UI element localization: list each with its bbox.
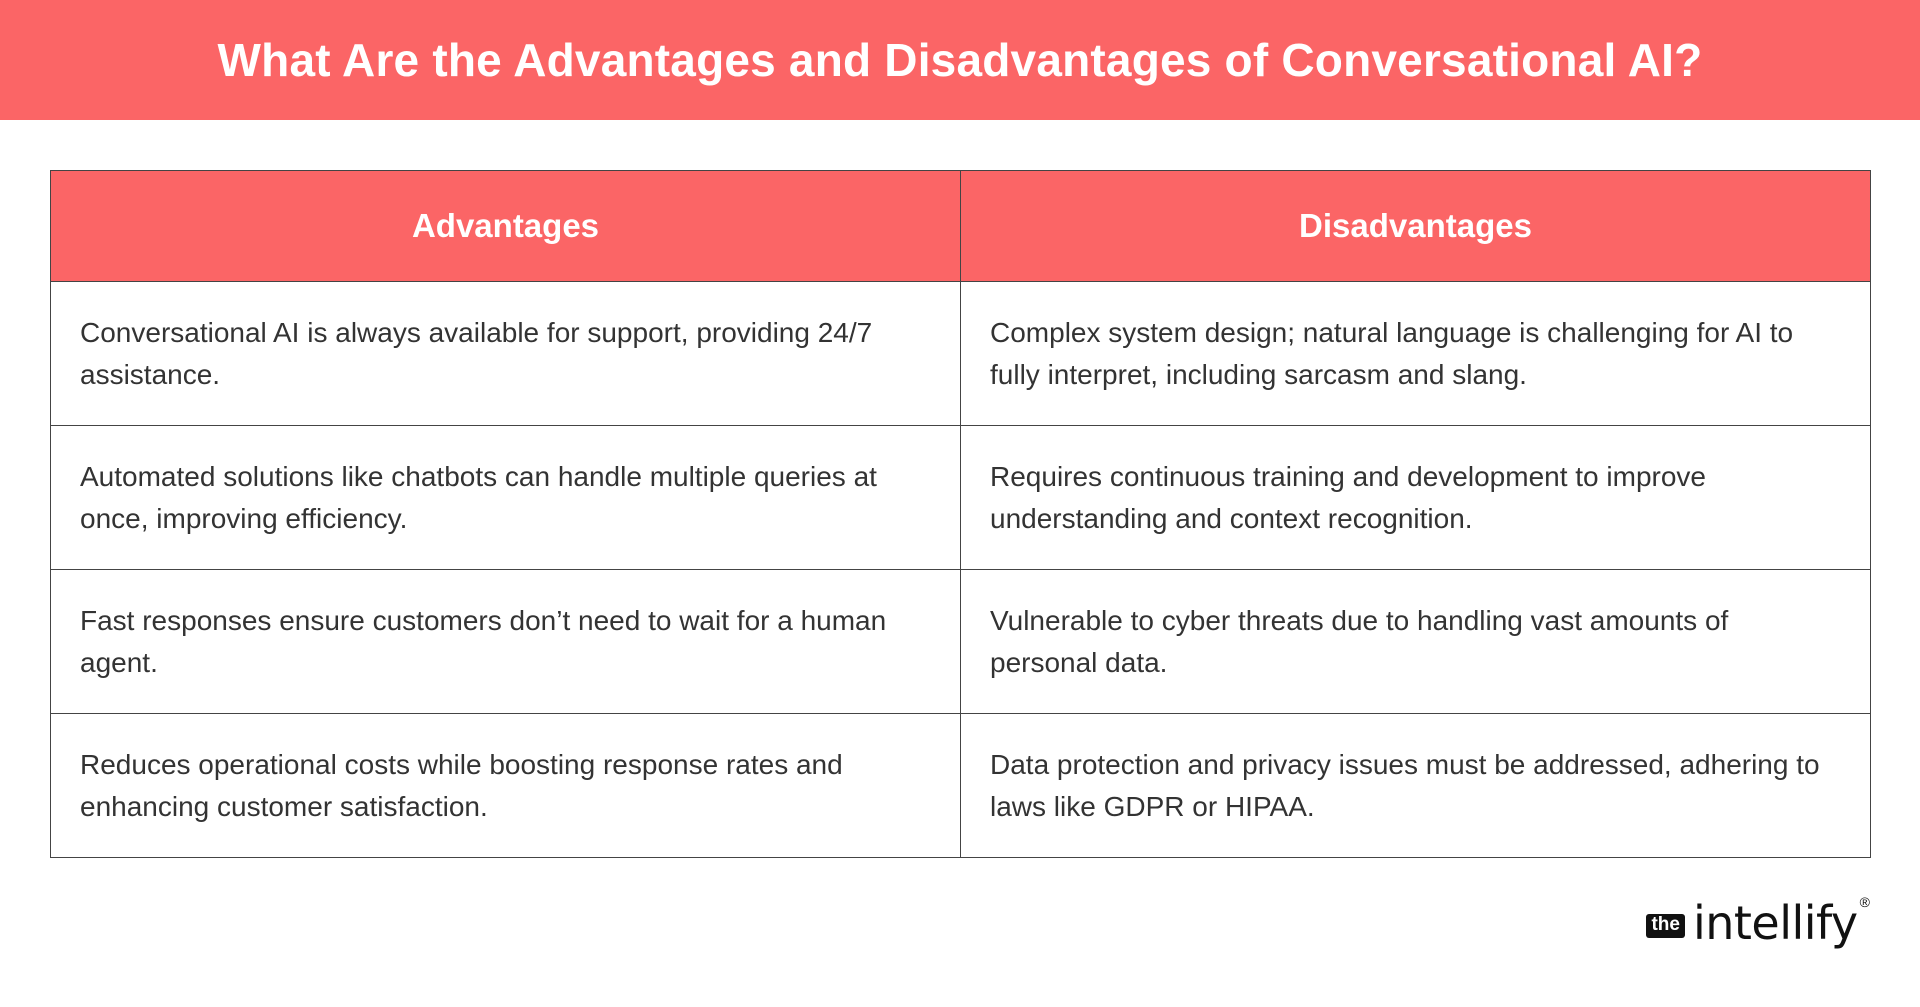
title-banner (0, 0, 1920, 120)
advantage-cell: Reduces operational costs while boosting response rates and enhancing customer satisfaction. (51, 714, 961, 858)
table-header-row (51, 171, 1871, 282)
brand-logo (1646, 894, 1870, 950)
registered-mark: ® (1859, 894, 1870, 910)
column-header-advantages: Advantages (51, 171, 961, 282)
logo-wordmark: intellify (1692, 896, 1858, 950)
disadvantage-cell: Data protection and privacy issues must be addressed, adhering to laws like GDPR or HIPAA. (961, 714, 1871, 858)
advantage-cell: Automated solutions like chatbots can handle multiple queries at once, improving efficiency. (51, 426, 961, 570)
page-title: What Are the Advantages and Disadvantages of Conversational AI? (217, 34, 1703, 86)
disadvantage-cell: Requires continuous training and development to improve understanding and context recognition. (961, 426, 1871, 570)
logo-prefix: the (1646, 914, 1685, 938)
table-row (51, 714, 1871, 858)
advantage-cell: Conversational AI is always available for support, providing 24/7 assistance. (51, 282, 961, 426)
advantage-cell: Fast responses ensure customers don’t need to wait for a human agent. (51, 570, 961, 714)
comparison-table (50, 170, 1871, 858)
table-row (51, 282, 1871, 426)
column-header-disadvantages: Disadvantages (961, 171, 1871, 282)
table-row (51, 426, 1871, 570)
table-row (51, 570, 1871, 714)
disadvantage-cell: Vulnerable to cyber threats due to handling vast amounts of personal data. (961, 570, 1871, 714)
disadvantage-cell: Complex system design; natural language is challenging for AI to fully interpret, including sarcasm and slang. (961, 282, 1871, 426)
